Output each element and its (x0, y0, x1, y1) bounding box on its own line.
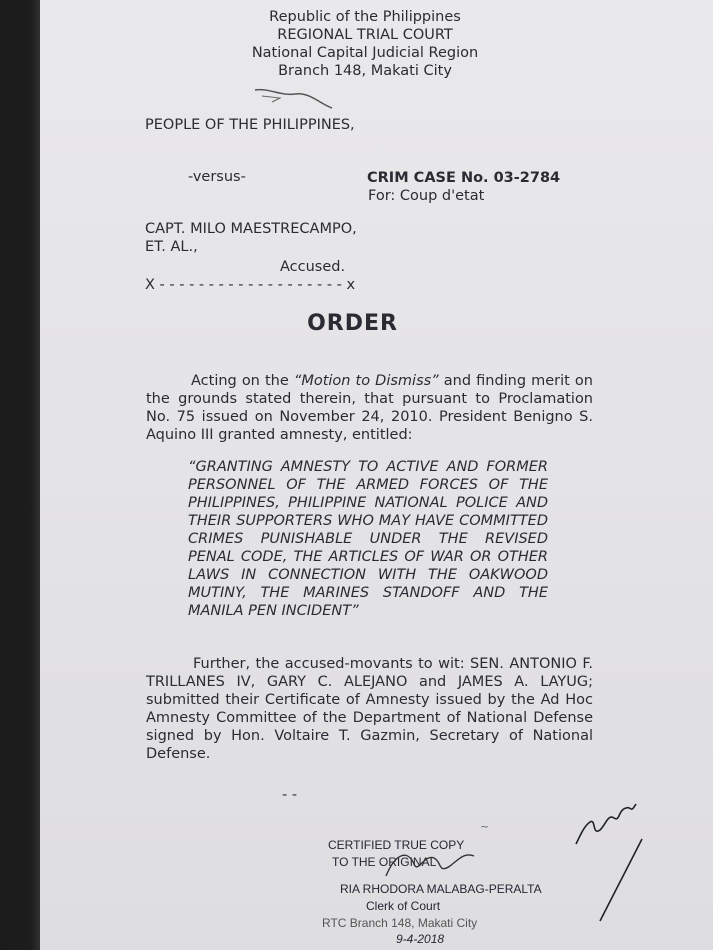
motion-title: “Motion to Dismiss” (293, 373, 439, 389)
header-republic: Republic of the Philippines (269, 9, 461, 25)
case-charge: For: Coup d'etat (368, 188, 485, 204)
proclamation-title-quote: “GRANTING AMNESTY TO ACTIVE AND FORMER PERSONNEL OF THE ARMED FORCES OF THE PHILIPPINES, PHILIPPINE NATIONAL POLICE AND THEIR SUPPORTERS WHO MAY HAVE COMMITTED CRIMES PUNISHABLE UNDER THE REVISED PENAL CODE, THE ARTICLES OF WAR OR OTHER LAWS IN CONNECTION WITH THE OAKWOOD MUTINY, THE MARINES STANDOFF AND THE MANILA PEN INCIDENT” (188, 459, 548, 619)
cert-line-2: TO THE ORIGINAL (332, 855, 437, 869)
header-branch: Branch 148, Makati City (278, 63, 452, 79)
paragraph-1 (146, 372, 593, 444)
accused-et-al: ET. AL., (145, 239, 198, 255)
cert-line-1: CERTIFIED TRUE COPY (328, 838, 465, 852)
stray-mark: ~ (480, 820, 490, 833)
signature-stroke (590, 835, 650, 925)
document-title: ORDER (307, 311, 398, 336)
clerk-name: RIA RHODORA MALABAG-PERALTA (340, 882, 542, 896)
document-page (40, 0, 713, 950)
plaintiff-name: PEOPLE OF THE PHILIPPINES, (145, 117, 355, 133)
case-number: CRIM CASE No. 03-2784 (367, 170, 561, 186)
accused-label: Accused. (280, 259, 346, 275)
scan-left-edge (0, 0, 44, 950)
continuation-mark: - - (282, 787, 298, 803)
accused-name: CAPT. MILO MAESTRECAMPO, (145, 221, 357, 237)
header-court: REGIONAL TRIAL COURT (277, 27, 453, 43)
paragraph-2: Further, the accused-movants to wit: SEN. ANTONIO F. TRILLANES IV, GARY C. ALEJANO and JAMES A. LAYUG; submitted their Certificate of Amnesty issued by the Ad Hoc Amnesty Committee of the Department of National Defense signed by Hon. Voltaire T. Gazmin, Secretary of National Defense. (146, 656, 593, 762)
caption-separator: X - - - - - - - - - - - - - - - - - - - x (145, 277, 356, 293)
paragraph-1-rest: and finding merit on the grounds stated therein, that pursuant to Proclamation No. 75 issued on November 24, 2010. President Benigno S. Aquino III granted amnesty, entitled: (146, 373, 593, 443)
header-scribble (250, 82, 340, 112)
header-region: National Capital Judicial Region (251, 45, 479, 61)
versus-label: -versus- (188, 169, 246, 185)
clerk-title: Clerk of Court (366, 899, 441, 913)
certification-date: 9-4-2018 (396, 932, 445, 946)
paragraph-1-intro: Acting on the (191, 373, 294, 389)
clerk-branch: RTC Branch 148, Makati City (322, 916, 478, 930)
